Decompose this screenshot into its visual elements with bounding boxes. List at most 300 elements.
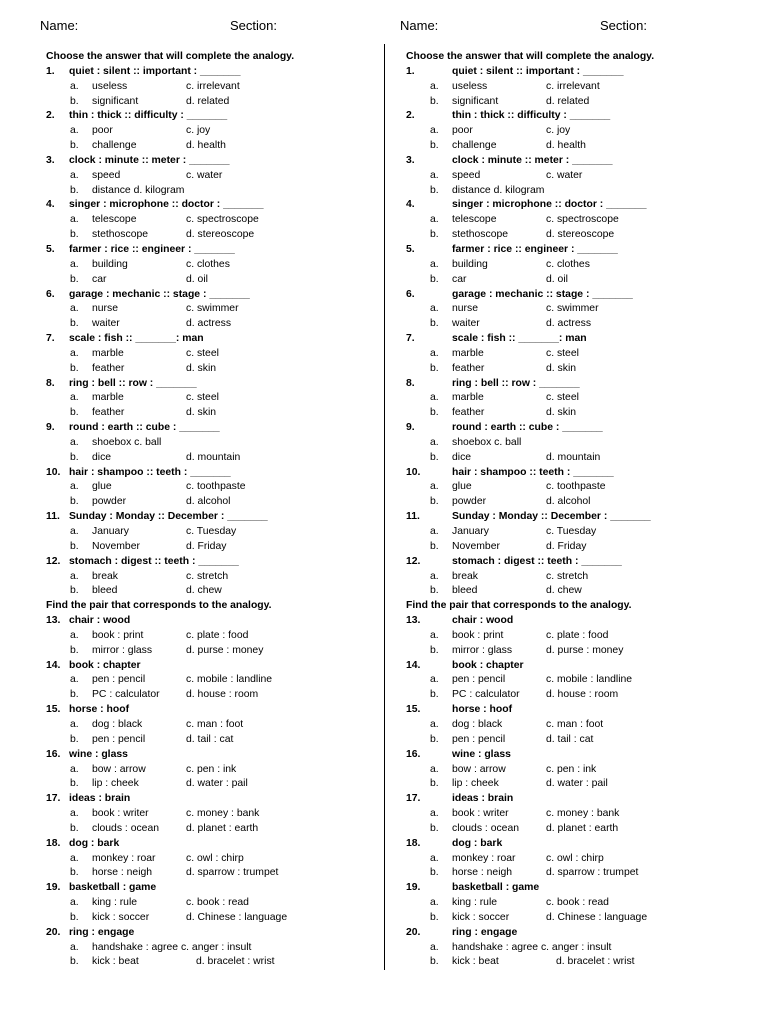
option-row [406, 406, 760, 421]
option-d: d. purse : money [546, 644, 624, 656]
option-letter: a. [430, 808, 439, 820]
option-c: c. money : bank [186, 808, 260, 820]
question-list [406, 50, 760, 970]
option-c: c. mobile : landline [186, 674, 273, 686]
option-b: November [92, 540, 140, 552]
option-letter: b. [70, 273, 79, 285]
option-row [406, 213, 760, 228]
option-row [46, 362, 400, 377]
option-a: poor [92, 125, 113, 137]
option-b: PC : calculator [452, 689, 520, 701]
question-stem [46, 332, 400, 347]
question-number: 17. [46, 793, 61, 805]
option-letter: b. [70, 585, 79, 597]
option-b: challenge [452, 140, 497, 152]
option-b: kick : soccer [92, 911, 150, 923]
option-row [406, 718, 760, 733]
option-b: pen : pencil [92, 733, 146, 745]
option-letter: b. [70, 644, 79, 656]
question-stem [406, 421, 760, 436]
option-a: handshake : agree c. anger : insult [452, 941, 612, 953]
option-d: d. bracelet : wrist [196, 956, 275, 968]
option-letter: a. [70, 763, 79, 775]
option-b: bleed [452, 585, 478, 597]
option-letter: b. [430, 407, 439, 419]
option-letter: a. [70, 526, 79, 537]
question-number: 14. [46, 659, 61, 671]
question-text: book : chapter [452, 659, 524, 671]
option-letter: b. [430, 140, 439, 152]
option-letter: b. [430, 911, 439, 923]
option-c: c. plate : food [546, 629, 609, 641]
option-letter: b. [430, 644, 439, 656]
option-letter: a. [430, 169, 439, 181]
option-b: kick : beat [92, 956, 139, 968]
option-b: lip : cheek [452, 778, 499, 790]
option-d: d. sparrow : trumpet [186, 867, 279, 879]
option-c: c. owl : chirp [186, 852, 244, 864]
option-a: book : print [452, 629, 504, 641]
question-text: scale : fish :: _______: man [69, 333, 204, 345]
question-number: 16. [406, 748, 421, 760]
option-b: horse : neigh [92, 867, 153, 879]
option-d: d. water : pail [186, 778, 248, 790]
option-letter: b. [430, 540, 439, 552]
question-stem [406, 703, 760, 718]
question-number: 3. [406, 154, 415, 166]
option-c: c. steel [186, 347, 219, 359]
option-a: marble [452, 347, 484, 359]
option-d: d. mountain [186, 451, 241, 463]
instruction-part1: Choose the answer that will complete the analogy. [406, 51, 655, 62]
option-row [46, 644, 400, 659]
question-text: book : chapter [69, 659, 141, 671]
option-letter: b. [430, 318, 439, 330]
option-letter: a. [430, 763, 439, 775]
option-b: clouds : ocean [452, 822, 520, 834]
option-d: d. tail : cat [546, 733, 594, 745]
question-text: ideas : brain [69, 793, 131, 805]
option-a: king : rule [452, 897, 498, 909]
option-a: shoebox c. ball [452, 436, 522, 448]
option-d: d. health [546, 140, 586, 152]
option-c: c. water [546, 169, 583, 181]
question-number: 13. [46, 615, 61, 627]
option-letter: a. [70, 481, 79, 493]
question-stem [406, 198, 760, 213]
option-letter: a. [430, 125, 439, 137]
option-a: poor [452, 125, 473, 137]
option-row [46, 896, 400, 911]
option-letter: b. [430, 585, 439, 597]
option-b: dice [92, 451, 112, 463]
option-letter: a. [430, 852, 439, 864]
option-letter: a. [70, 169, 79, 181]
option-row [406, 733, 760, 748]
question-number: 11. [46, 511, 60, 523]
option-row [406, 391, 760, 406]
question-number: 9. [46, 422, 55, 434]
question-text: ring : engage [452, 926, 518, 938]
option-c: c. joy [186, 125, 211, 137]
option-d: d. purse : money [186, 644, 264, 656]
question-stem [406, 466, 760, 481]
option-row [406, 228, 760, 243]
option-a: pen : pencil [92, 674, 146, 686]
option-letter: b. [430, 451, 439, 463]
option-c: c. Tuesday [546, 526, 597, 537]
option-letter: b. [70, 956, 79, 968]
question-text: Sunday : Monday :: December : _______ [69, 511, 268, 523]
question-number: 1. [406, 65, 415, 77]
question-stem [46, 243, 400, 258]
option-c: c. swimmer [546, 303, 599, 315]
option-b: powder [92, 496, 127, 508]
question-number: 5. [406, 243, 415, 255]
option-letter: b. [70, 689, 79, 701]
question-stem [406, 792, 760, 807]
option-c: c. steel [546, 347, 579, 359]
option-c: c. toothpaste [546, 481, 606, 493]
question-number: 19. [46, 882, 61, 894]
option-letter: b. [70, 733, 79, 745]
option-letter: a. [70, 852, 79, 864]
option-b: kick : beat [452, 956, 499, 968]
option-c: c. man : foot [546, 718, 604, 730]
option-d: d. sparrow : trumpet [546, 867, 639, 879]
question-text: stomach : digest :: teeth : _______ [452, 555, 622, 567]
option-row [46, 95, 400, 110]
name-label: Name: [40, 18, 79, 33]
question-number: 2. [406, 110, 415, 122]
option-row [406, 95, 760, 110]
question-stem [46, 288, 400, 303]
option-a: monkey : roar [92, 852, 156, 864]
option-row [406, 673, 760, 688]
option-row [406, 124, 760, 139]
option-row [406, 777, 760, 792]
question-text: quiet : silent :: important : _______ [69, 65, 241, 77]
option-letter: b. [70, 540, 79, 552]
option-d: d. bracelet : wrist [556, 956, 635, 968]
option-row [406, 480, 760, 495]
option-row [46, 777, 400, 792]
option-d: d. mountain [546, 451, 601, 463]
option-b: feather [452, 407, 485, 419]
option-a: glue [452, 481, 472, 493]
option-letter: b. [70, 822, 79, 834]
option-row [406, 807, 760, 822]
question-number: 18. [46, 837, 61, 849]
option-row [406, 896, 760, 911]
question-number: 13. [406, 615, 421, 627]
option-d: d. planet : earth [546, 822, 619, 834]
question-stem [46, 614, 400, 629]
option-row [406, 629, 760, 644]
option-letter: a. [70, 436, 79, 448]
option-row [406, 584, 760, 599]
question-text: garage : mechanic :: stage : _______ [69, 288, 250, 300]
option-a: king : rule [92, 897, 138, 909]
option-c: c. owl : chirp [546, 852, 604, 864]
option-row [46, 347, 400, 362]
option-letter: a. [430, 214, 439, 226]
question-number: 20. [46, 926, 61, 938]
option-b: November [452, 540, 500, 552]
option-letter: b. [70, 229, 79, 241]
option-c: c. steel [546, 392, 579, 404]
question-stem [406, 881, 760, 896]
option-row [46, 955, 400, 970]
option-row [406, 822, 760, 837]
option-b: waiter [452, 318, 480, 330]
question-text: quiet : silent :: important : _______ [452, 65, 624, 77]
option-d: d. house : room [546, 689, 619, 701]
option-row [406, 347, 760, 362]
option-b: significant [92, 95, 139, 107]
option-letter: b. [430, 95, 439, 107]
option-letter: a. [70, 125, 79, 137]
question-number: 4. [406, 199, 415, 211]
option-row [46, 718, 400, 733]
option-letter: a. [70, 941, 79, 953]
option-d: d. tail : cat [186, 733, 234, 745]
option-letter: b. [70, 867, 79, 879]
option-a: marble [92, 392, 124, 404]
question-number: 10. [406, 466, 421, 478]
question-stem [406, 377, 760, 392]
option-row [46, 852, 400, 867]
section-label: Section: [600, 18, 647, 33]
option-b: feather [92, 407, 125, 419]
question-stem [46, 109, 400, 124]
question-text: round : earth :: cube : _______ [69, 422, 220, 434]
question-text: basketball : game [452, 882, 540, 894]
option-row [46, 866, 400, 881]
option-letter: b. [70, 362, 79, 374]
option-row [46, 451, 400, 466]
question-number: 11. [406, 511, 420, 523]
option-c: c. clothes [546, 258, 590, 270]
option-row [406, 362, 760, 377]
option-letter: b. [70, 407, 79, 419]
option-c: c. pen : ink [186, 763, 237, 775]
option-letter: b. [70, 778, 79, 790]
option-row [406, 273, 760, 288]
option-letter: b. [70, 496, 79, 508]
question-number: 17. [406, 793, 421, 805]
option-letter: b. [430, 229, 439, 241]
option-row [46, 822, 400, 837]
option-row [46, 184, 400, 199]
option-c: c. Tuesday [186, 526, 237, 537]
option-letter: b. [70, 451, 79, 463]
option-d: d. stereoscope [186, 229, 255, 241]
option-letter: b. [430, 822, 439, 834]
option-a: January [452, 526, 489, 537]
option-row [46, 911, 400, 926]
question-text: wine : glass [452, 748, 511, 760]
question-stem [46, 881, 400, 896]
question-number: 12. [406, 555, 421, 567]
option-d: d. planet : earth [186, 822, 259, 834]
option-letter: b. [70, 911, 79, 923]
option-letter: b. [430, 273, 439, 285]
option-c: c. irrelevant [546, 80, 600, 92]
option-d: d. house : room [186, 689, 259, 701]
option-row [46, 673, 400, 688]
question-number: 16. [46, 748, 61, 760]
option-b: distance d. kilogram [452, 184, 545, 196]
option-d: d. chew [546, 585, 582, 597]
option-letter: b. [430, 867, 439, 879]
question-number: 18. [406, 837, 421, 849]
option-letter: a. [70, 570, 79, 582]
option-a: glue [92, 481, 112, 493]
option-b: waiter [92, 318, 120, 330]
option-letter: b. [430, 184, 439, 196]
question-number: 1. [46, 65, 55, 77]
option-row [406, 866, 760, 881]
option-a: telescope [92, 214, 137, 226]
option-letter: a. [70, 674, 79, 686]
option-row [406, 688, 760, 703]
option-row [406, 763, 760, 778]
option-letter: a. [430, 570, 439, 582]
option-c: c. stretch [186, 570, 229, 582]
question-stem [406, 288, 760, 303]
question-stem [46, 377, 400, 392]
question-text: ring : engage [69, 926, 135, 938]
question-stem [46, 466, 400, 481]
option-b: stethoscope [452, 229, 509, 241]
option-letter: b. [70, 140, 79, 152]
option-row [46, 228, 400, 243]
option-a: break [452, 570, 478, 582]
option-letter: b. [430, 496, 439, 508]
question-stem [406, 837, 760, 852]
option-a: January [92, 526, 129, 537]
option-row [46, 941, 400, 956]
question-text: round : earth :: cube : _______ [452, 422, 603, 434]
option-a: bow : arrow [452, 763, 506, 775]
option-b: bleed [92, 585, 118, 597]
option-b: mirror : glass [452, 644, 513, 656]
option-d: d. stereoscope [546, 229, 615, 241]
question-text: hair : shampoo :: teeth : _______ [452, 466, 614, 478]
option-row [46, 570, 400, 585]
option-row [46, 80, 400, 95]
question-number: 8. [46, 377, 55, 389]
option-c: c. book : read [186, 897, 249, 909]
option-d: d. skin [186, 407, 217, 419]
option-row [46, 733, 400, 748]
option-letter: a. [70, 347, 79, 359]
option-d: d. alcohol [186, 496, 231, 508]
option-row [406, 570, 760, 585]
option-letter: a. [430, 941, 439, 953]
option-b: powder [452, 496, 487, 508]
option-row [46, 807, 400, 822]
question-text: horse : hoof [452, 704, 513, 716]
option-row [46, 436, 400, 451]
question-stem [46, 555, 400, 570]
question-text: singer : microphone :: doctor : _______ [452, 199, 647, 211]
option-letter: a. [430, 392, 439, 404]
option-c: c. water [186, 169, 223, 181]
question-list [46, 50, 400, 970]
option-row [46, 584, 400, 599]
option-row [406, 451, 760, 466]
question-stem [46, 703, 400, 718]
option-letter: a. [430, 347, 439, 359]
option-row [46, 169, 400, 184]
option-b: clouds : ocean [92, 822, 160, 834]
instruction-part2: Find the pair that corresponds to the analogy. [46, 600, 272, 612]
option-row [406, 436, 760, 451]
instruction-part2: Find the pair that corresponds to the analogy. [406, 600, 632, 612]
option-a: book : print [92, 629, 144, 641]
option-letter: a. [70, 718, 79, 730]
option-b: horse : neigh [452, 867, 513, 879]
option-a: marble [452, 392, 484, 404]
question-stem [46, 198, 400, 213]
question-number: 6. [46, 288, 55, 300]
question-number: 8. [406, 377, 415, 389]
option-d: d. related [186, 95, 230, 107]
question-text: clock : minute :: meter : _______ [69, 154, 230, 166]
option-d: d. oil [546, 273, 568, 285]
option-a: dog : black [452, 718, 503, 730]
question-stem [406, 555, 760, 570]
option-row [46, 763, 400, 778]
question-text: hair : shampoo :: teeth : _______ [69, 466, 231, 478]
option-letter: a. [70, 303, 79, 315]
option-b: kick : soccer [452, 911, 510, 923]
question-text: thin : thick :: difficulty : _______ [452, 110, 611, 122]
question-stem [46, 659, 400, 674]
option-letter: b. [70, 318, 79, 330]
question-stem [406, 154, 760, 169]
question-text: ring : bell :: row : _______ [69, 377, 197, 389]
option-c: c. stretch [546, 570, 589, 582]
option-b: PC : calculator [92, 689, 160, 701]
option-a: book : writer [452, 808, 509, 820]
question-number: 19. [406, 882, 421, 894]
question-text: ideas : brain [452, 793, 514, 805]
option-d: d. Friday [546, 540, 587, 552]
option-letter: a. [70, 214, 79, 226]
option-d: d. skin [546, 407, 577, 419]
option-d: d. chew [186, 585, 222, 597]
option-row [46, 302, 400, 317]
question-stem [406, 659, 760, 674]
option-b: distance d. kilogram [92, 184, 185, 196]
question-number: 9. [406, 422, 415, 434]
question-number: 7. [46, 333, 55, 345]
option-row [406, 80, 760, 95]
option-c: c. spectroscope [546, 214, 619, 226]
option-a: nurse [92, 303, 118, 315]
question-number: 3. [46, 154, 55, 166]
question-number: 5. [46, 243, 55, 255]
option-b: dice [452, 451, 472, 463]
option-letter: b. [430, 689, 439, 701]
option-d: d. Chinese : language [186, 911, 288, 923]
option-letter: a. [430, 80, 439, 92]
question-stem [46, 154, 400, 169]
option-row [46, 406, 400, 421]
